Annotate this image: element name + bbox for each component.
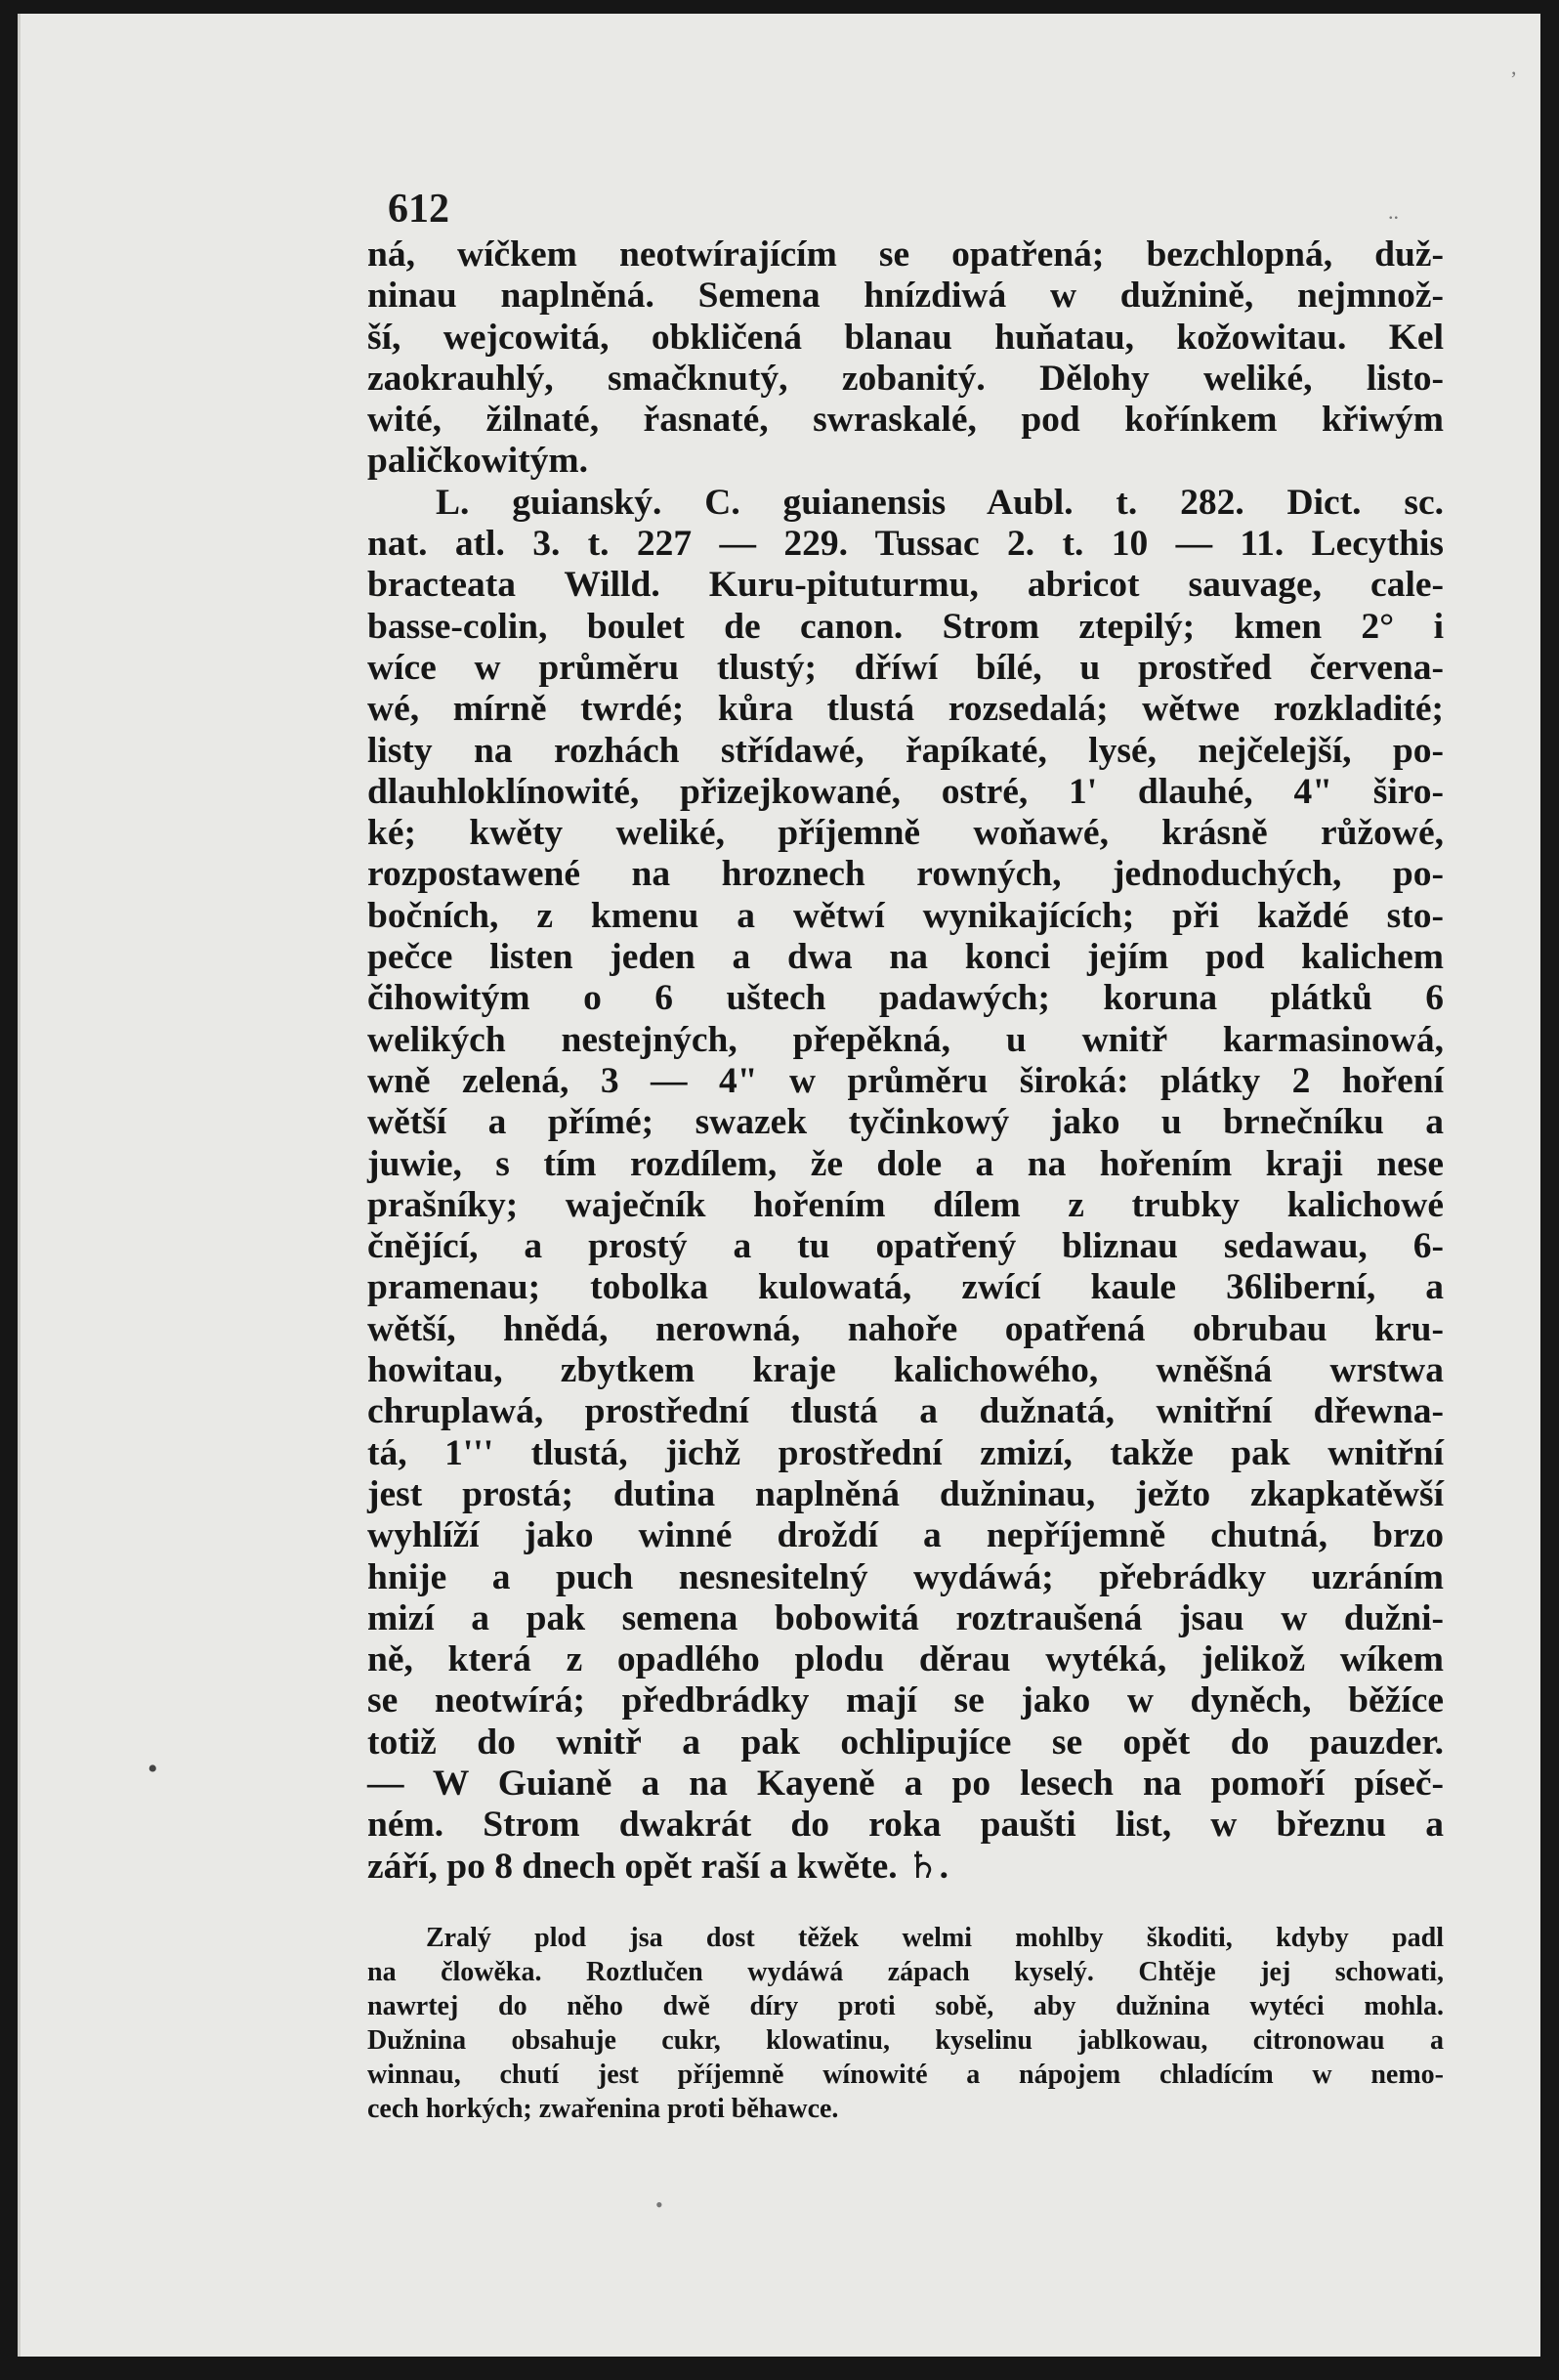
text-line: wětší a přímé; swazek tyčinkowý jako u brnečníku a — [367, 1102, 1444, 1143]
text-line: bočních, z kmenu a wětwí wynikajících; při každé sto- — [367, 895, 1444, 936]
text-line: wyhlíží jako winné droždí a nepříjemně chutná, brzo — [367, 1515, 1444, 1556]
text-line: se neotwírá; předbrádky mají se jako w dyněch, běžíce — [367, 1680, 1444, 1721]
text-line: ší, wejcowitá, obkličená blanau huňatau, kožowitau. Kel — [367, 317, 1444, 358]
text-line: juwie, s tím rozdílem, že dole a na hořením kraji nese — [367, 1143, 1444, 1184]
footnote-line: na člowěka. Roztlučen wydáwá zápach kyselý. Chtěje jej schowati, — [367, 1957, 1444, 1987]
footnote-line: nawrtej do něho dwě díry proti sobě, aby dužnina wytéci mohla. — [367, 1991, 1444, 2021]
text-line: paličkowitým. — [367, 441, 589, 482]
margin-speck: , — [1511, 55, 1517, 79]
main-text — [367, 234, 1444, 1888]
text-line: čnějící, a prostý a tu opatřený bliznau sedawau, 6- — [367, 1226, 1444, 1267]
text-line: dlauhloklínowité, přizejkowané, ostré, 1' dlauhé, 4" širo- — [367, 771, 1444, 812]
text-line: zaokrauhlý, smačknutý, zobanitý. Dělohy weliké, listo- — [367, 358, 1444, 399]
text-line: chruplawá, prostřední tlustá a dužnatá, wnitřní dřewna- — [367, 1391, 1444, 1432]
page-number: 612 — [388, 187, 449, 232]
text-line: wíce w průměru tlustý; dříwí bílé, u prostřed červena- — [367, 647, 1444, 688]
text-line: basse-colin, boulet de canon. Strom ztepilý; kmen 2° i — [367, 606, 1444, 647]
text-line: ném. Strom dwakrát do roka paušti list, w březnu a — [367, 1805, 1444, 1846]
footnote-line: Zralý plod jsa dost těžek welmi mohlby škoditi, kdyby padl — [426, 1923, 1444, 1953]
text-line: wé, mírně twrdé; kůra tlustá rozsedalá; wětwe rozkladité; — [367, 689, 1444, 730]
text-line: hnije a puch nesnesitelný wydáwá; přebrádky uzráním — [367, 1556, 1444, 1597]
text-line: nat. atl. 3. t. 227 — 229. Tussac 2. t. 10 — 11. Lecythis — [367, 524, 1444, 565]
text-line: howitau, zbytkem kraje kalichowého, wněšná wrstwa — [367, 1350, 1444, 1391]
footnote-line: cech horkých; zwařenina proti běhawce. — [367, 2094, 839, 2124]
text-line: mizí a pak semena bobowitá roztraušená jsau w dužni- — [367, 1597, 1444, 1638]
text-line: ninau naplněná. Semena hnízdiwá w dužnině, nejmnož- — [367, 276, 1444, 317]
text-line: wětší, hnědá, nerowná, nahoře opatřená obrubau kru- — [367, 1308, 1444, 1349]
footnote-line: winnau, chutí jest příjemně wínowité a nápojem chladícím w nemo- — [367, 2060, 1444, 2090]
text-line: wně zelená, 3 — 4" w průměru široká: plátky 2 hoření — [367, 1060, 1444, 1101]
text-line: ně, která z opadlého plodu děrau wytéká, jelikož wíkem — [367, 1639, 1444, 1680]
text-line: listy na rozhách střídawé, řapíkaté, lysé, nejčelejší, po- — [367, 730, 1444, 771]
text-line: totiž do wnitř a pak ochlipujíce se opět do pauzder. — [367, 1721, 1444, 1763]
text-line: rozpostawené na hroznech rowných, jednoduchých, po- — [367, 854, 1444, 895]
text-line: ké; kwěty weliké, příjemně woňawé, krásně růžowé, — [367, 813, 1444, 854]
text-line: čihowitým o 6 uštech padawých; koruna plátků 6 — [367, 978, 1444, 1019]
text-line: prašníky; waječník hořením dílem z trubky kalichowé — [367, 1184, 1444, 1225]
text-line: tá, 1''' tlustá, jichž prostřední zmizí, takže pak wnitřní — [367, 1432, 1444, 1473]
text-line: jest prostá; dutina naplněná dužninau, ježto zkapkatěwší — [367, 1473, 1444, 1514]
text-line: ná, wíčkem neotwírajícím se opatřená; bezchlopná, duž- — [367, 234, 1444, 275]
text-line: — W Guianě a na Kayeně a po lesech na pomoří píseč- — [367, 1763, 1444, 1804]
text-line: bracteata Willd. Kuru-pituturmu, abricot sauvage, cale- — [367, 565, 1444, 606]
footnote-line: Dužnina obsahuje cukr, klowatinu, kyselinu jablkowau, citronowau a — [367, 2025, 1444, 2056]
text-line: wité, žilnaté, řasnaté, swraskalé, pod kořínkem křiwým — [367, 400, 1444, 441]
margin-speck: • — [147, 1753, 158, 1785]
text-line: welikých nestejných, přepěkná, u wnitř karmasinowá, — [367, 1019, 1444, 1060]
text-line: L. guianský. C. guianensis Aubl. t. 282. Dict. sc. — [436, 482, 1444, 523]
text-line: září, po 8 dnech opět raší a kwěte. ♄. — [367, 1846, 949, 1887]
footnote — [367, 1921, 1444, 2126]
text-line: pramenau; tobolka kulowatá, zwící kaule 36liberní, a — [367, 1267, 1444, 1308]
margin-speck: .. — [1388, 199, 1399, 224]
margin-speck: • — [655, 2192, 663, 2217]
text-line: pečce listen jeden a dwa na konci jejím pod kalichem — [367, 937, 1444, 978]
